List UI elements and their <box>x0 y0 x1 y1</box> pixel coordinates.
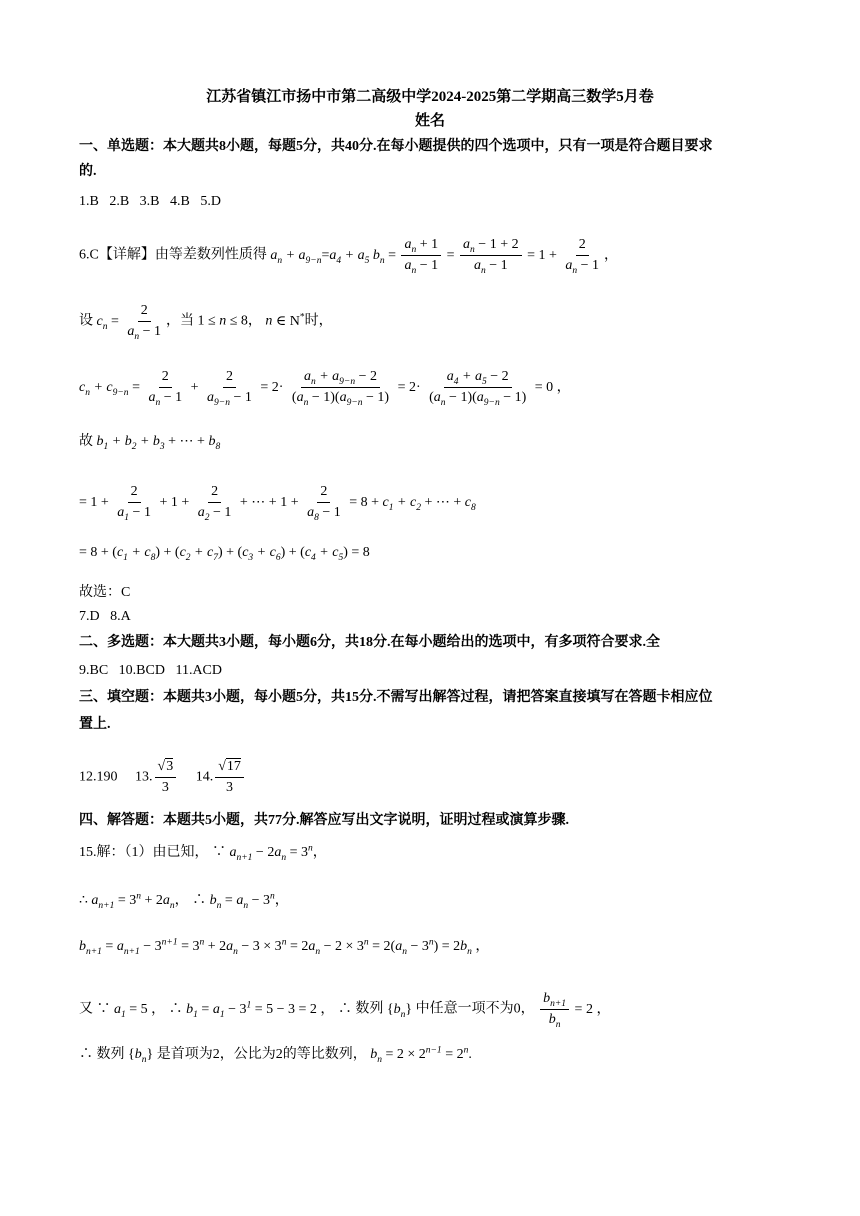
page-title: 江苏省镇江市扬中市第二高级中学2024-2025第二学期高三数学5月卷 <box>206 89 654 105</box>
q6-when: ，当 <box>166 313 195 329</box>
q6-line2: 设 $c_n$ = $\frac{2}{a_n - 1}$ ，当 1 ≤ n ≤ 8， n ∈ N*时， <box>79 303 333 342</box>
q15-line4: 又 ∵ $a_1 = 5$ ， ∴ $b_1 = a_1 - 3^1 = 5 - 3 = 2$ ， ∴ 数列 $\{b_n\}$ 中任意一项不为0， $\frac{b_{n+1}}{b_n}$ = 2 ， <box>79 991 611 1030</box>
answers-12-14 <box>79 758 246 797</box>
q15-again: 又 <box>79 1001 93 1017</box>
q6-time: 时， <box>304 313 333 329</box>
answer-14-label: 14. <box>195 769 214 785</box>
q15-line1: 15.解：（1）由已知， ∵ $a_{n+1} - 2a_n = 3^n$， <box>79 843 327 863</box>
q15-conclusion-mid: 是首项为2，公比为2的等比数列， <box>156 1047 367 1062</box>
q6-choice: 故选：C <box>79 585 131 600</box>
q6-formula-3: $c_n + c_{9-n}$ = $\frac{2}{a_n - 1}$ + $\frac{2}{a_{9-n} - 1}$ = 2· $\frac{a_n + a_{9-n} - 2}{(a_n - 1)(a_{9-n} - 1)}$ = 2· $\frac{a_4 + a_5 - 2}{(a_n - 1)(a_{9-n} - 1)}$ = 0 ， <box>79 369 571 408</box>
section3-heading-line2: 置上. <box>79 717 111 732</box>
q15-seq-text: 数列 <box>355 1001 384 1017</box>
q15-line3: $b_{n+1} = a_{n+1} - 3^{n+1} = 3^n + 2a_n - 3 \times 3^n = 2a_n - 2 \times 3^n = 2(a_n - 3^n) = 2b_n$ ， <box>79 937 490 957</box>
q6-prefix: 6.C【详解】由等差数列性质得 <box>79 247 267 263</box>
q6-therefore: 故 <box>79 434 93 449</box>
answers-1-5: 1.B 2.B 3.B 4.B 5.D <box>79 194 221 209</box>
q6-line6: = $8 + (c_1 + c_8) + (c_2 + c_7) + (c_3 + c_6) + (c_4 + c_5) = 8$ <box>79 545 370 563</box>
answer-13-value: $\frac{√3}{3}$ <box>155 758 177 797</box>
answer-14-value: $\frac{√17}{3}$ <box>215 758 244 797</box>
q15-seq-text-2: 数列 <box>96 1047 125 1062</box>
section1-heading-line2: 的. <box>79 164 97 179</box>
q15-line5: ∴ 数列 $\{b_n\}$ 是首项为2，公比为2的等比数列， $b_n = 2 \times 2^{n-1} = 2^n$. <box>79 1045 472 1065</box>
answer-12: 12.190 <box>79 769 118 785</box>
q6-formula-1: $a_n + a_{9-n}=a_4 + a_5$ $b_n$ = $\frac{a_n + 1}{a_n - 1}$ = $\frac{a_n - 1 + 2}{a_n - 1}$ = 1 + $\frac{2}{a_n - 1}$ ， <box>270 237 619 276</box>
section2-heading: 二、多选题：本大题共3小题，每小题6分，共18分.在每小题给出的选项中，有多项符合要求.全 <box>79 635 660 650</box>
answers-9-11: 9.BC 10.BCD 11.ACD <box>79 663 223 678</box>
q15-intro: 15.解：（1）由已知， <box>79 845 209 860</box>
q15-line2: ∴ $a_{n+1} = 3^n + 2a_n$， ∴ $b_n = a_n - 3^n$， <box>79 891 289 911</box>
answer-13-label: 13. <box>135 769 153 785</box>
q6-line3 <box>79 368 571 407</box>
q6-line4: 故 $b_1 + b_2 + b_3$ + ⋯ + $b_8$ <box>79 434 221 452</box>
q6-let: 设 <box>79 313 93 329</box>
section1-heading-line1: 一、单选题：本大题共8小题，每题5分，共40分.在每小题提供的四个选项中，只有一项是符合题目要求 <box>79 139 713 154</box>
q6-line1 <box>79 236 618 275</box>
section4-heading: 四、解答题：本题共5小题，共77分.解答应写出文字说明，证明过程或演算步骤. <box>79 813 569 828</box>
answers-7-8: 7.D 8.A <box>79 609 131 624</box>
q15-nonzero: 中任意一项不为0， <box>415 1001 535 1017</box>
name-label: 姓名 <box>414 113 445 129</box>
q6-line5: = 1 + $\frac{2}{a_1 - 1}$ + 1 + $\frac{2}{a_2 - 1}$ + ⋯ + 1 + $\frac{2}{a_8 - 1}$ = $8 + c_1 + c_2$ + ⋯ + $c_8$ <box>79 484 476 523</box>
section3-heading-line1: 三、填空题：本题共3小题，每小题5分，共15分.不需写出解答过程，请把答案直接填写在答题卡相应位 <box>79 690 713 705</box>
